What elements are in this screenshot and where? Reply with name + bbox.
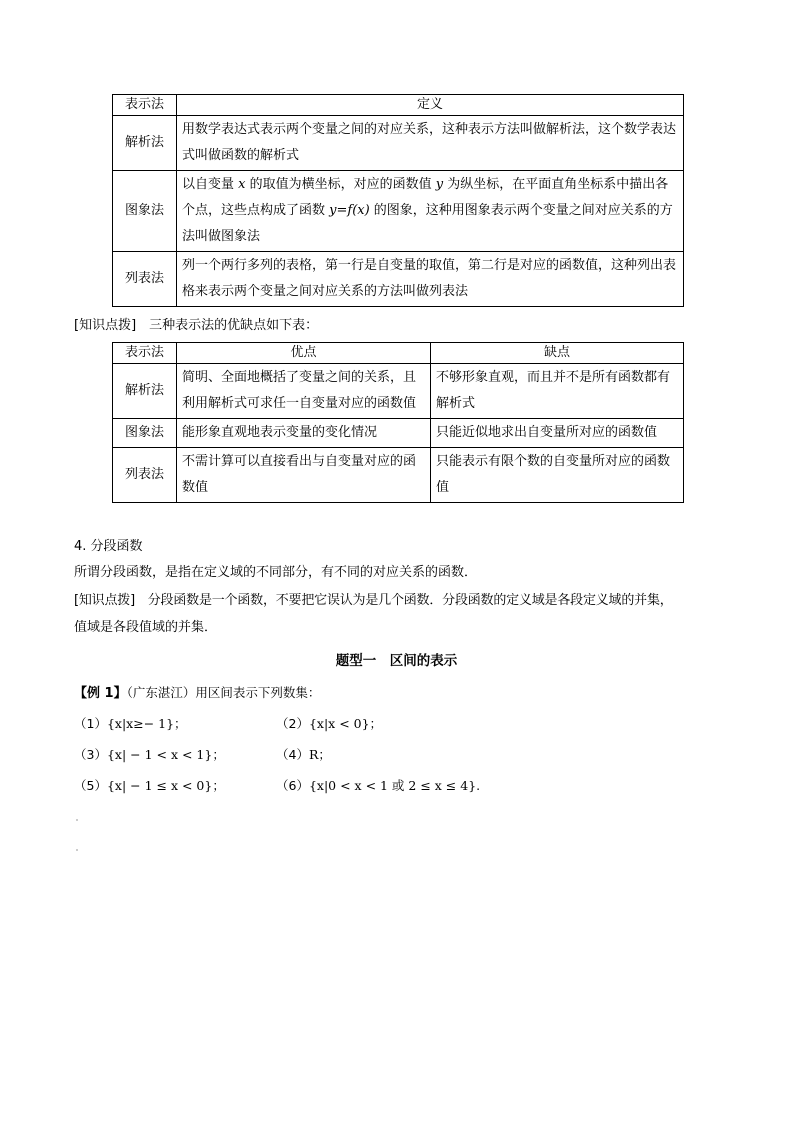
example-label: 【例 1】 bbox=[74, 686, 127, 701]
knowledge-tip: [知识点拨] 三种表示法的优缺点如下表： bbox=[74, 318, 319, 333]
table-row bbox=[113, 171, 684, 252]
table-row bbox=[113, 419, 684, 448]
set-expression: R； bbox=[308, 747, 331, 762]
scan-speck bbox=[76, 849, 78, 851]
knowledge-tip-continued: 值域是各段值域的并集． bbox=[74, 620, 218, 635]
example-prompt: 【例 1】（广东湛江）用区间表示下列数集： bbox=[74, 685, 321, 701]
set-expression: {x|x < 0}； bbox=[308, 716, 383, 731]
column-header-definition: 定义 bbox=[177, 95, 684, 116]
table-header-row bbox=[113, 95, 684, 116]
set-expression: {x| − 1 ≤ x < 0}； bbox=[106, 778, 225, 793]
method-name: 解析法 bbox=[113, 364, 177, 419]
cons-cell: 不够形象直观，而且并不是所有函数都有解析式 bbox=[431, 364, 684, 419]
knowledge-tip: [知识点拨] 分段函数是一个函数，不要把它误认为是几个函数．分段函数的定义域是各段定义域的并集， bbox=[74, 593, 673, 608]
function-formula: y=f(x) bbox=[329, 203, 370, 218]
example-item: （4）R； bbox=[276, 747, 331, 762]
example-item: （2）{x|x < 0}； bbox=[276, 716, 383, 731]
method-definition: 用数学表达式表示两个变量之间的对应关系，这种表示方法叫做解析法，这个数学表达式叫做函数的解析式 bbox=[177, 116, 684, 171]
column-header-method: 表示法 bbox=[113, 95, 177, 116]
method-definition: 以自变量 x 的取值为横坐标，对应的函数值 y 为纵坐标，在平面直角坐标系中描出各个点，这些点构成了函数 y=f(x) 的图象，这种用图象表示两个变量之间对应关系的方法叫做图象法 bbox=[177, 171, 684, 252]
column-header-method: 表示法 bbox=[113, 343, 177, 364]
table-row bbox=[113, 252, 684, 307]
variable-x: x bbox=[238, 177, 246, 192]
cons-cell: 只能近似地求出自变量所对应的函数值 bbox=[431, 419, 684, 448]
method-name: 解析法 bbox=[113, 116, 177, 171]
set-expression: {x| − 1 < x < 1}； bbox=[106, 747, 225, 762]
pros-cell: 简明、全面地概括了变量之间的关系，且利用解析式可求任一自变量对应的函数值 bbox=[177, 364, 431, 419]
set-expression: {x|x≥− 1}； bbox=[106, 716, 187, 731]
example-item: （6）{x|0 < x < 1 或 2 ≤ x ≤ 4}. bbox=[276, 778, 481, 793]
section-body: 所谓分段函数，是指在定义域的不同部分，有不同的对应关系的函数． bbox=[74, 565, 478, 580]
question-type-heading: 题型一 区间的表示 bbox=[335, 653, 458, 669]
table-row bbox=[113, 116, 684, 171]
variable-y: y bbox=[435, 177, 444, 192]
column-header-pros: 优点 bbox=[177, 343, 431, 364]
pros-cell: 不需计算可以直接看出与自变量对应的函数值 bbox=[177, 448, 431, 503]
table-row bbox=[113, 364, 684, 419]
example-item: （5）{x| − 1 ≤ x < 0}； bbox=[74, 778, 225, 793]
scan-speck bbox=[76, 819, 78, 821]
method-name: 列表法 bbox=[113, 252, 177, 307]
representation-definition-table bbox=[112, 94, 684, 307]
method-name: 图象法 bbox=[113, 171, 177, 252]
table-row bbox=[113, 448, 684, 503]
set-expression: {x|0 < x < 1 或 2 ≤ x ≤ 4}. bbox=[308, 778, 481, 793]
pros-cell: 能形象直观地表示变量的变化情况 bbox=[177, 419, 431, 448]
table-header-row bbox=[113, 343, 684, 364]
column-header-cons: 缺点 bbox=[431, 343, 684, 364]
example-item: （3）{x| − 1 < x < 1}； bbox=[74, 747, 225, 762]
example-item: （1）{x|x≥− 1}； bbox=[74, 716, 187, 731]
method-name: 列表法 bbox=[113, 448, 177, 503]
pros-cons-table bbox=[112, 342, 684, 503]
method-definition: 列一个两行多列的表格，第一行是自变量的取值，第二行是对应的函数值，这种列出表格来表示两个变量之间对应关系的方法叫做列表法 bbox=[177, 252, 684, 307]
cons-cell: 只能表示有限个数的自变量所对应的函数值 bbox=[431, 448, 684, 503]
method-name: 图象法 bbox=[113, 419, 177, 448]
section-title: 4. 分段函数 bbox=[74, 539, 143, 554]
